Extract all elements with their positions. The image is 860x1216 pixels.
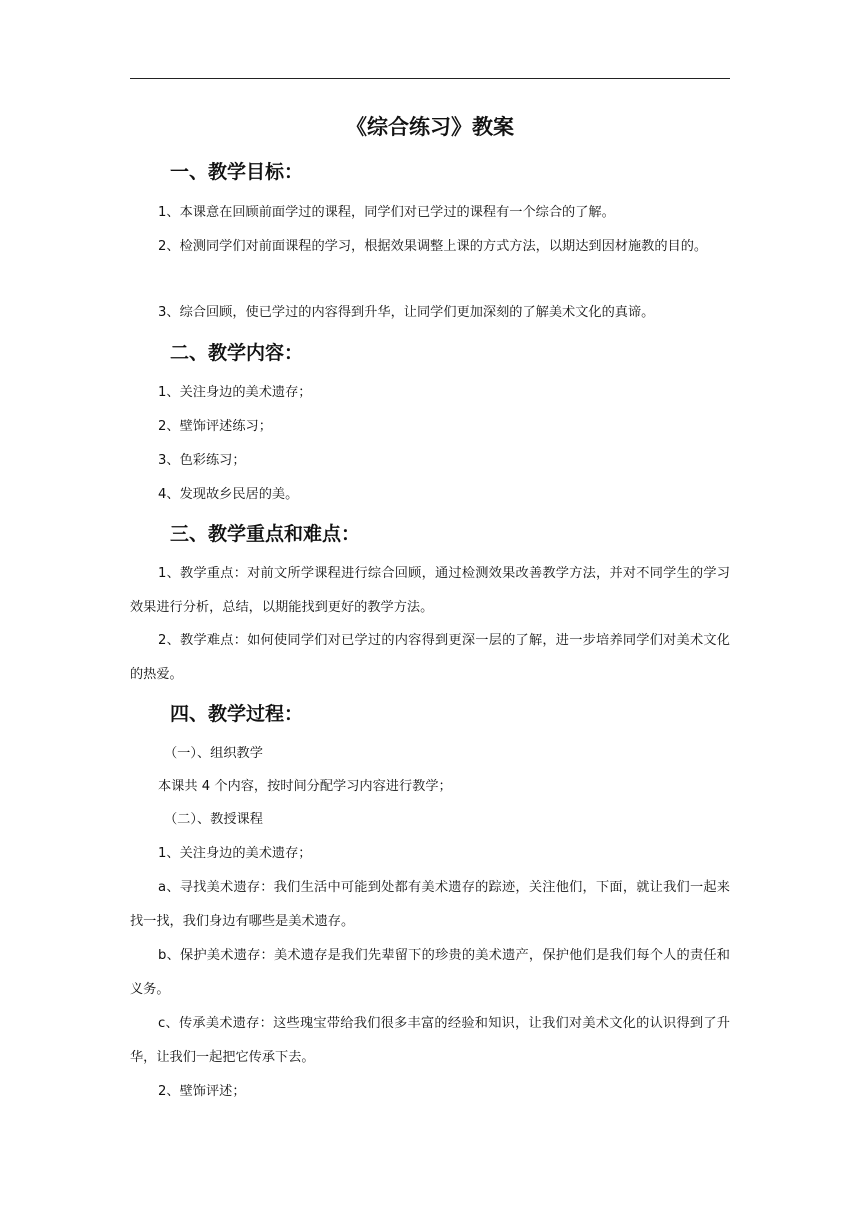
heading-goals: 一、教学目标： (170, 161, 304, 183)
process-item-3: （二）、教授课程 (164, 812, 263, 827)
heading-focus: 三、教学重点和难点： (170, 523, 361, 545)
header-rule (130, 78, 730, 79)
focus-item-2: 2、教学难点：如何使同学们对已学过的内容得到更深一层的了解，进一步培养同学们对美术文化的热爱。 (130, 633, 730, 682)
goals-item-2: 2、检测同学们对前面课程的学习，根据效果调整上课的方式方法，以期达到因材施教的目的。 (158, 239, 708, 254)
process-item-6: b、保护美术遗存：美术遗存是我们先辈留下的珍贵的美术遗产，保护他们是我们每个人的责任和义务。 (130, 948, 730, 997)
goals-item-3: 3、综合回顾，使已学过的内容得到升华，让同学们更加深刻的了解美术文化的真谛。 (158, 305, 655, 320)
process-item-5: a、寻找美术遗存：我们生活中可能到处都有美术遗存的踪迹，关注他们，下面，就让我们一起来找一找，我们身边有哪些是美术遗存。 (130, 880, 730, 929)
focus-item-1: 1、教学重点：对前文所学课程进行综合回顾，通过检测效果改善教学方法，并对不同学生的学习效果进行分析，总结，以期能找到更好的教学方法。 (130, 566, 730, 615)
process-item-7: c、传承美术遗存：这些瑰宝带给我们很多丰富的经验和知识，让我们对美术文化的认识得到了升华，让我们一起把它传承下去。 (130, 1016, 730, 1065)
goals-item-1: 1、本课意在回顾前面学过的课程，同学们对已学过的课程有一个综合的了解。 (158, 205, 615, 220)
content-item-4: 4、发现故乡民居的美。 (158, 487, 299, 502)
content-item-1: 1、关注身边的美术遗存； (158, 385, 312, 400)
heading-process: 四、教学过程： (170, 703, 304, 725)
content-item-2: 2、壁饰评述练习； (158, 419, 272, 434)
process-item-4: 1、关注身边的美术遗存； (158, 846, 312, 861)
process-item-2: 本课共 4 个内容，按时间分配学习内容进行教学； (158, 779, 452, 794)
content-item-3: 3、色彩练习； (158, 453, 246, 468)
heading-content: 二、教学内容： (170, 342, 304, 364)
process-item-1: （一）、组织教学 (164, 746, 263, 761)
document-title: 《综合练习》教案 (346, 115, 514, 139)
process-item-8: 2、壁饰评述； (158, 1084, 246, 1099)
